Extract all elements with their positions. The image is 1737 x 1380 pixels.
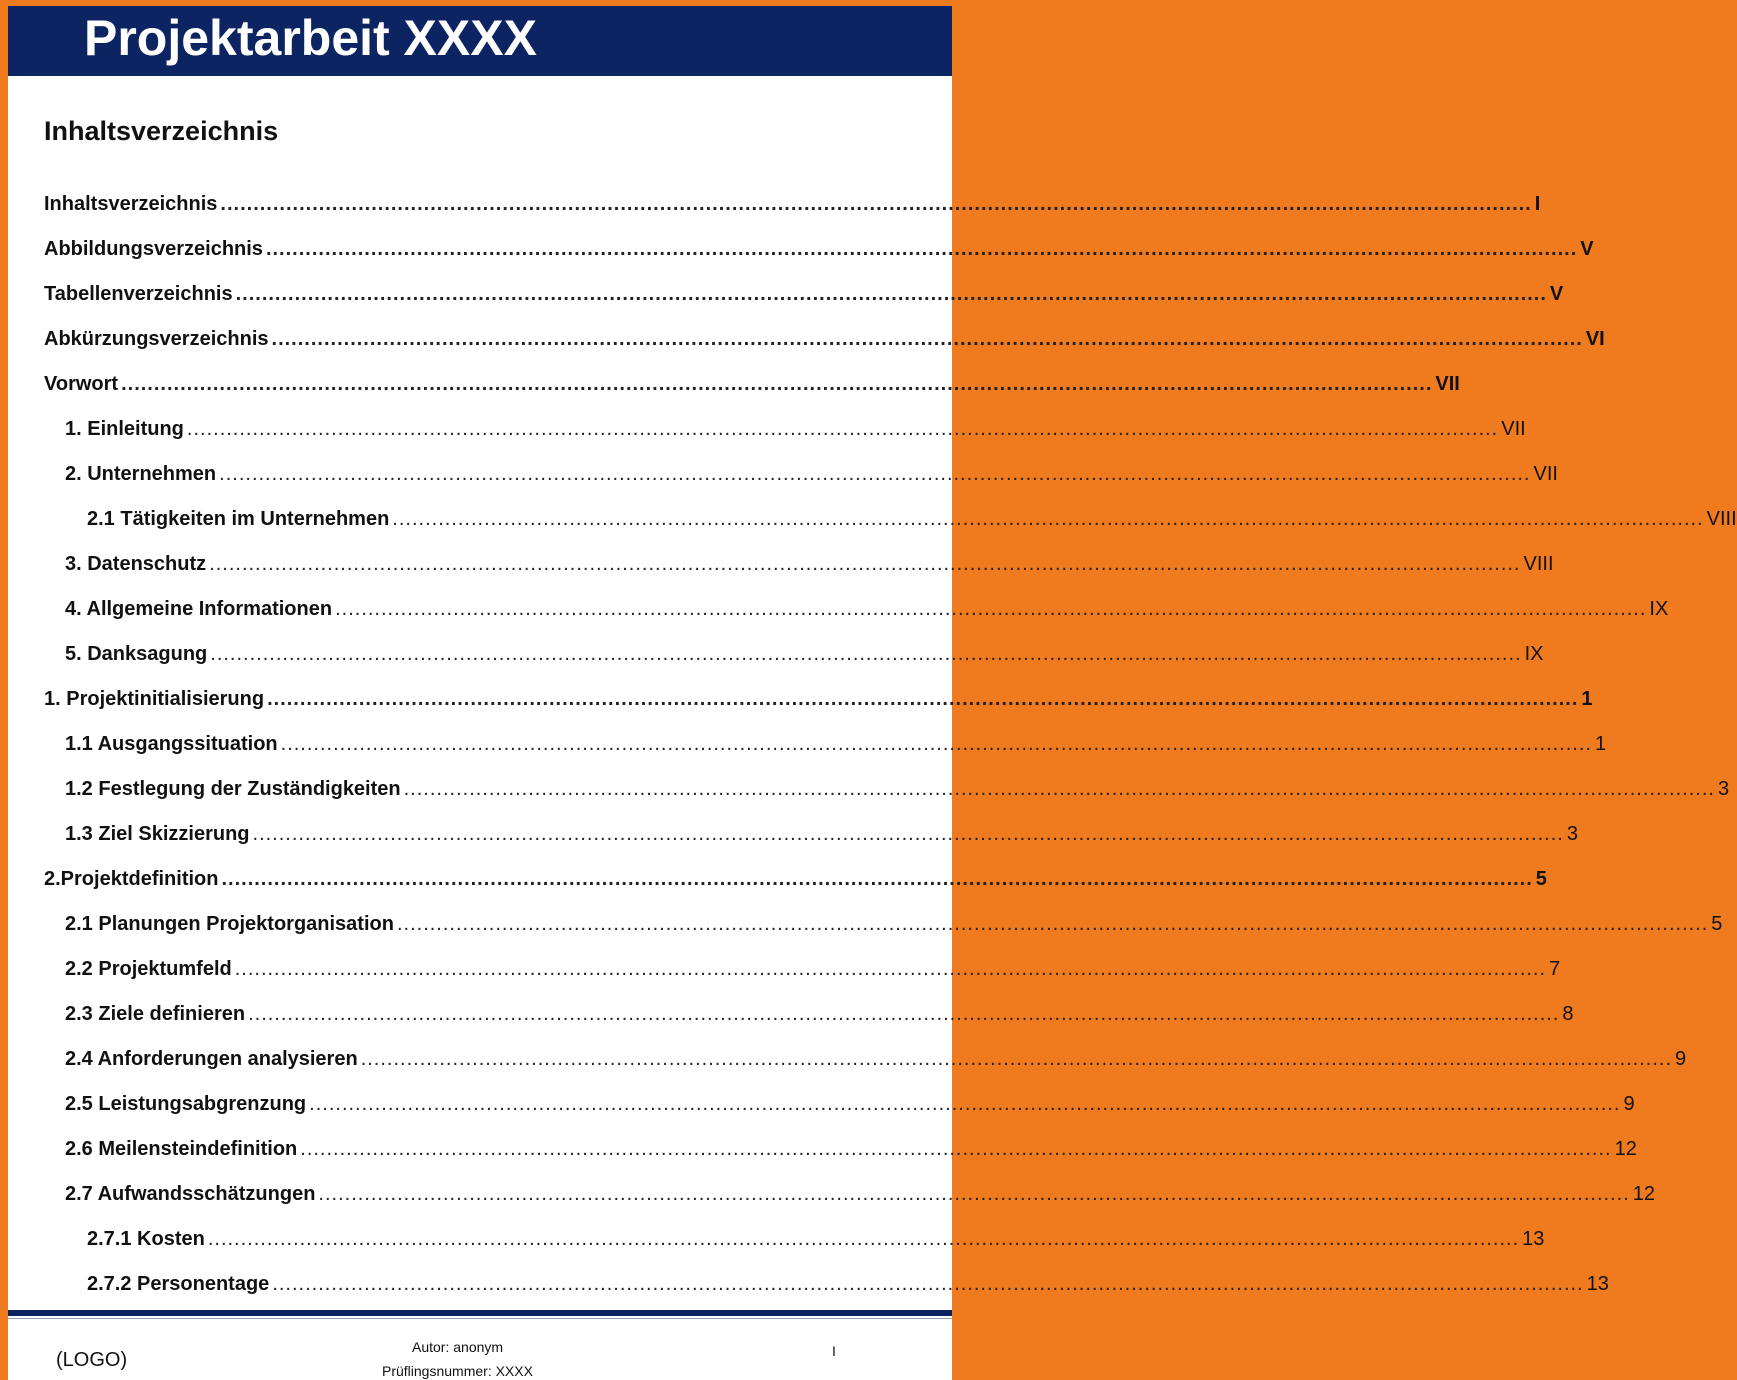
toc-entry[interactable] [44, 272, 1564, 317]
toc-entry[interactable] [65, 587, 1669, 632]
footer-exam-number: Prüflingsnummer: XXXX [382, 1363, 533, 1379]
toc-entry-label: 3. Datenschutz [65, 553, 207, 575]
toc-entry[interactable] [44, 317, 1605, 362]
toc-entry-label: 5. Danksagung [65, 643, 208, 665]
toc-entry-page: IX [1649, 598, 1669, 620]
toc-entry-label: 2.7 Aufwandsschätzungen [65, 1183, 316, 1205]
toc-entry[interactable] [65, 1082, 1635, 1127]
toc-entry-label: 4. Allgemeine Informationen [65, 598, 333, 620]
toc-entry[interactable] [87, 1217, 1545, 1262]
toc-entry[interactable] [65, 947, 1561, 992]
toc-dot-leader: ........................................................................................................................................................................................................ [271, 328, 1583, 350]
toc-entry-label: 2.3 Ziele definieren [65, 1003, 246, 1025]
toc-dot-leader: ........................................................................................................................................................................................................ [209, 553, 1521, 575]
toc-entry-label: 2.5 Leistungsabgrenzung [65, 1093, 307, 1115]
toc-entry-label: 2. Unternehmen [65, 463, 217, 485]
toc-entry-page: 9 [1675, 1048, 1687, 1070]
toc-entry-page: 8 [1562, 1003, 1574, 1025]
toc-entry-page: VII [1533, 463, 1558, 485]
toc-dot-leader: ........................................................................................................................................................................................................ [300, 1138, 1612, 1160]
toc-entry-page: VII [1435, 373, 1460, 395]
document-page [8, 6, 1737, 1380]
toc-entry[interactable] [65, 812, 1578, 857]
toc-dot-leader: ........................................................................................................................................................................................................ [248, 1003, 1560, 1025]
toc-entry-label: Vorwort [44, 373, 119, 395]
toc-entry-page: VII [1501, 418, 1526, 440]
toc-entry[interactable] [44, 857, 1547, 902]
footer-author: Autor: anonym [412, 1339, 504, 1355]
toc-entry[interactable] [65, 1127, 1637, 1172]
toc-dot-leader: ........................................................................................................................................................................................................ [392, 508, 1704, 530]
toc-dot-leader: ........................................................................................................................................................................................................ [221, 868, 1533, 890]
toc-entry-page: 12 [1614, 1138, 1637, 1160]
document-title: Projektarbeit XXXX [84, 10, 537, 66]
toc-entry[interactable] [87, 1262, 1609, 1307]
toc-entry-page: 13 [1586, 1273, 1609, 1295]
toc-dot-leader: ........................................................................................................................................................................................................ [186, 418, 1499, 440]
toc-dot-leader: ........................................................................................................................................................................................................ [265, 238, 1578, 260]
toc-entry[interactable] [65, 407, 1526, 452]
toc-dot-leader: ........................................................................................................................................................................................................ [318, 1183, 1630, 1205]
toc-dot-leader: ........................................................................................................................................................................................................ [220, 193, 1532, 215]
toc-entry[interactable] [44, 362, 1460, 407]
toc-entry-label: Inhaltsverzeichnis [44, 193, 218, 215]
header-bar [8, 6, 952, 76]
toc-entry-page: VIII [1706, 508, 1737, 530]
toc-entry[interactable] [65, 767, 1730, 812]
toc-entry-label: 2.7.2 Personentage [87, 1273, 270, 1295]
toc-entry-page: 5 [1535, 868, 1547, 890]
footer-page-number: I [832, 1343, 836, 1359]
toc-entry-label: 2.1 Planungen Projektorganisation [65, 913, 394, 935]
toc-entry[interactable] [65, 992, 1574, 1037]
toc-entry[interactable] [44, 677, 1593, 722]
toc-entry-page: 5 [1711, 913, 1723, 935]
toc-entry-label: 2.6 Meilensteindefinition [65, 1138, 298, 1160]
toc-entry[interactable] [65, 722, 1607, 767]
toc-entry-label: 1. Einleitung [65, 418, 184, 440]
toc-dot-leader: ........................................................................................................................................................................................................ [360, 1048, 1673, 1070]
toc-entry[interactable] [87, 497, 1737, 542]
toc-entry-label: 1.2 Festlegung der Zuständigkeiten [65, 778, 401, 800]
toc-dot-leader: ........................................................................................................................................................................................................ [267, 688, 1579, 710]
toc-entry-label: 1. Projektinitialisierung [44, 688, 265, 710]
toc-dot-leader: ........................................................................................................................................................................................................ [121, 373, 1433, 395]
toc-heading: Inhaltsverzeichnis [44, 116, 279, 146]
footer-divider [8, 1310, 952, 1316]
toc-entry-page: 1 [1594, 733, 1607, 755]
toc-entry[interactable] [44, 182, 1541, 227]
toc-entry-label: 2.4 Anforderungen analysieren [65, 1048, 358, 1070]
toc-entry[interactable] [65, 1037, 1687, 1082]
toc-dot-leader: ........................................................................................................................................................................................................ [280, 733, 1592, 755]
toc-entry-page: VIII [1523, 553, 1554, 575]
footer-divider-thin [8, 1318, 952, 1319]
toc-entry[interactable] [65, 1172, 1655, 1217]
toc-entry-page: VI [1585, 328, 1605, 350]
toc-entry-page: 3 [1717, 778, 1730, 800]
toc-dot-leader: ........................................................................................................................................................................................................ [207, 1228, 1520, 1250]
toc-entry[interactable] [65, 902, 1723, 947]
toc-dot-leader: ........................................................................................................................................................................................................ [396, 913, 1709, 935]
toc-entry-page: V [1549, 283, 1564, 305]
toc-dot-leader: ........................................................................................................................................................................................................ [403, 778, 1715, 800]
toc-entry-label: 2.2 Projektumfeld [65, 958, 232, 980]
toc-entry-page: 12 [1632, 1183, 1655, 1205]
toc-entry-page: 13 [1522, 1228, 1545, 1250]
toc-entry-label: Abkürzungsverzeichnis [44, 328, 269, 350]
toc-entry-page: 1 [1581, 688, 1593, 710]
toc-dot-leader: ........................................................................................................................................................................................................ [235, 283, 1547, 305]
toc-entry[interactable] [65, 632, 1544, 677]
toc-entry-label: 1.3 Ziel Skizzierung [65, 823, 250, 845]
toc-dot-leader: ........................................................................................................................................................................................................ [309, 1093, 1621, 1115]
toc-entry-page: 9 [1623, 1093, 1635, 1115]
toc-entry[interactable] [65, 452, 1558, 497]
toc-dot-leader: ........................................................................................................................................................................................................ [219, 463, 1531, 485]
toc-entry-label: 2.1 Tätigkeiten im Unternehmen [87, 508, 390, 530]
toc-dot-leader: ........................................................................................................................................................................................................ [252, 823, 1564, 845]
toc-entry-label: 1.1 Ausgangssituation [65, 733, 278, 755]
toc-entry-label: 2.7.1 Kosten [87, 1228, 205, 1250]
logo-placeholder: (LOGO) [56, 1349, 128, 1371]
toc-entry-page: IX [1524, 643, 1544, 665]
toc-entry[interactable] [65, 542, 1554, 587]
toc-entry-page: I [1534, 193, 1541, 215]
toc-entry[interactable] [44, 227, 1594, 272]
toc-entry-label: Tabellenverzeichnis [44, 283, 233, 305]
toc-entry-page: 7 [1549, 958, 1561, 980]
toc-dot-leader: ........................................................................................................................................................................................................ [234, 958, 1547, 980]
toc-dot-leader: ........................................................................................................................................................................................................ [210, 643, 1522, 665]
toc-entry-page: V [1580, 238, 1594, 260]
toc-entry-label: 2.Projektdefinition [44, 868, 219, 890]
toc-entry-page: 3 [1566, 823, 1578, 845]
toc-entry-label: Abbildungsverzeichnis [44, 238, 263, 260]
toc-dot-leader: ........................................................................................................................................................................................................ [335, 598, 1647, 620]
toc-dot-leader: ........................................................................................................................................................................................................ [272, 1273, 1584, 1295]
